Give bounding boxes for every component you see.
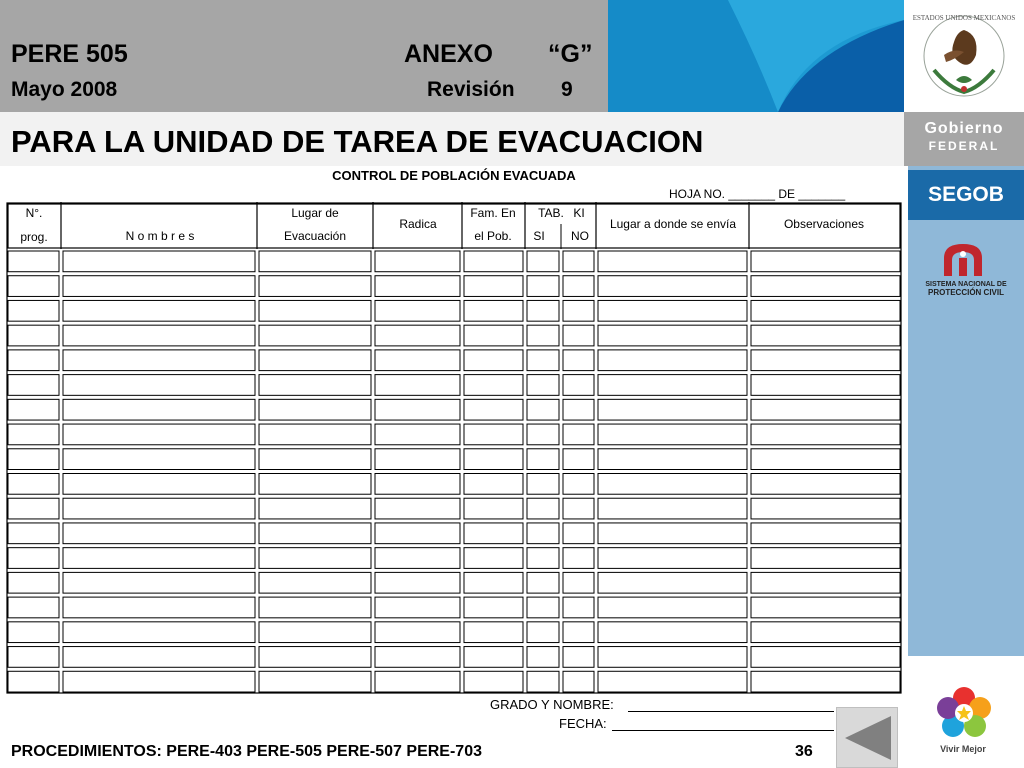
table-cell[interactable] <box>527 523 559 544</box>
table-cell[interactable] <box>63 647 255 668</box>
table-cell[interactable] <box>751 449 900 470</box>
table-cell[interactable] <box>8 474 59 495</box>
table-row[interactable] <box>8 671 900 692</box>
table-cell[interactable] <box>464 350 523 371</box>
table-cell[interactable] <box>527 251 559 272</box>
table-cell[interactable] <box>751 276 900 297</box>
table-cell[interactable] <box>8 597 59 618</box>
table-cell[interactable] <box>598 647 747 668</box>
table-cell[interactable] <box>8 498 59 519</box>
table-cell[interactable] <box>751 424 900 445</box>
mexico-seal-logo <box>904 0 1024 112</box>
table-cell[interactable] <box>259 424 371 445</box>
table-cell[interactable] <box>8 375 59 396</box>
table-cell[interactable] <box>464 276 523 297</box>
table-cell[interactable] <box>8 647 59 668</box>
table-row[interactable] <box>8 375 900 396</box>
table-cell[interactable] <box>63 597 255 618</box>
table-cell[interactable] <box>527 325 559 346</box>
table-cell[interactable] <box>375 350 460 371</box>
col-header-observaciones: Observaciones <box>783 217 865 231</box>
table-cell[interactable] <box>751 399 900 420</box>
gobierno-text: Gobierno <box>924 120 1004 137</box>
table-cell[interactable] <box>527 622 559 643</box>
table-cell[interactable] <box>375 251 460 272</box>
table-cell[interactable] <box>598 424 747 445</box>
document-date: Mayo 2008 <box>11 78 118 101</box>
table-cell[interactable] <box>375 276 460 297</box>
table-row[interactable] <box>8 498 900 519</box>
table-cell[interactable] <box>598 597 747 618</box>
table-cell[interactable] <box>375 548 460 569</box>
table-cell[interactable] <box>598 622 747 643</box>
table-cell[interactable] <box>63 251 255 272</box>
table-cell[interactable] <box>563 671 594 692</box>
document-code: PERE 505 <box>11 40 128 68</box>
table-cell[interactable] <box>63 276 255 297</box>
grado-nombre-label: GRADO Y NOMBRE: <box>490 697 614 712</box>
table-cell[interactable] <box>63 399 255 420</box>
table-cell[interactable] <box>63 300 255 321</box>
table-cell[interactable] <box>598 251 747 272</box>
col-header-ki: KI <box>573 206 585 220</box>
table-cell[interactable] <box>751 498 900 519</box>
table-cell[interactable] <box>563 300 594 321</box>
table-cell[interactable] <box>464 449 523 470</box>
table-row[interactable] <box>8 647 900 668</box>
table-cell[interactable] <box>751 300 900 321</box>
page-title: PARA LA UNIDAD DE TAREA DE EVACUACION <box>11 124 704 159</box>
table-cell[interactable] <box>8 572 59 593</box>
table-cell[interactable] <box>527 498 559 519</box>
table-cell[interactable] <box>63 350 255 371</box>
table-cell[interactable] <box>563 647 594 668</box>
col-header-nombres: N o m b r e s <box>125 229 195 243</box>
table-cell[interactable] <box>63 498 255 519</box>
table-cell[interactable] <box>563 548 594 569</box>
table-cell[interactable] <box>563 449 594 470</box>
col-header-no-option: NO <box>571 229 589 243</box>
table-cell[interactable] <box>527 276 559 297</box>
triangle-left-icon <box>837 708 899 768</box>
vivir-mejor-text: Vivir Mejor <box>940 744 986 754</box>
table-cell[interactable] <box>598 671 747 692</box>
table-cell[interactable] <box>8 449 59 470</box>
table-row[interactable] <box>8 449 900 470</box>
table-row[interactable] <box>8 548 900 569</box>
previous-slide-button[interactable] <box>836 707 898 768</box>
annex-letter: “G” <box>548 40 593 68</box>
table-row[interactable] <box>8 474 900 495</box>
table-row[interactable] <box>8 300 900 321</box>
segob-logo: SEGOB <box>908 170 1024 220</box>
table-cell[interactable] <box>259 523 371 544</box>
table-cell[interactable] <box>598 449 747 470</box>
table-cell[interactable] <box>63 325 255 346</box>
proteccion-civil-text <box>916 281 1016 297</box>
table-cell[interactable] <box>375 597 460 618</box>
table-cell[interactable] <box>527 375 559 396</box>
table-cell[interactable] <box>375 523 460 544</box>
table-cell[interactable] <box>63 671 255 692</box>
table-cell[interactable] <box>563 325 594 346</box>
table-cell[interactable] <box>464 597 523 618</box>
table-cell[interactable] <box>464 523 523 544</box>
table-cell[interactable] <box>8 548 59 569</box>
gobierno-federal-logo <box>904 112 1024 166</box>
table-cell[interactable] <box>464 325 523 346</box>
table-cell[interactable] <box>8 251 59 272</box>
table-cell[interactable] <box>563 350 594 371</box>
table-cell[interactable] <box>259 671 371 692</box>
table-row[interactable] <box>8 424 900 445</box>
table-cell[interactable] <box>375 572 460 593</box>
table-cell[interactable] <box>751 671 900 692</box>
table-cell[interactable] <box>464 572 523 593</box>
table-cell[interactable] <box>563 523 594 544</box>
col-header-evacuacion: Evacuación <box>283 229 347 243</box>
table-cell[interactable] <box>8 300 59 321</box>
col-header-fam: Fam. En <box>470 206 516 220</box>
table-row[interactable] <box>8 251 900 272</box>
table-cell[interactable] <box>259 399 371 420</box>
table-cell[interactable] <box>751 622 900 643</box>
table-cell[interactable] <box>751 375 900 396</box>
table-cell[interactable] <box>464 548 523 569</box>
table-cell[interactable] <box>598 548 747 569</box>
table-cell[interactable] <box>751 251 900 272</box>
table-cell[interactable] <box>527 671 559 692</box>
table-cell[interactable] <box>751 474 900 495</box>
table-cell[interactable] <box>598 325 747 346</box>
table-cell[interactable] <box>259 498 371 519</box>
table-cell[interactable] <box>63 449 255 470</box>
revision-number: 9 <box>561 78 573 101</box>
table-cell[interactable] <box>63 523 255 544</box>
table-cell[interactable] <box>751 647 900 668</box>
table-cell[interactable] <box>527 572 559 593</box>
table-cell[interactable] <box>464 671 523 692</box>
col-header-prog: prog. <box>20 230 48 244</box>
table-cell[interactable] <box>598 300 747 321</box>
table-cell[interactable] <box>527 449 559 470</box>
table-cell[interactable] <box>63 548 255 569</box>
table-cell[interactable] <box>563 375 594 396</box>
table-cell[interactable] <box>375 399 460 420</box>
table-cell[interactable] <box>598 399 747 420</box>
table-cell[interactable] <box>8 325 59 346</box>
table-cell[interactable] <box>464 474 523 495</box>
table-cell[interactable] <box>598 572 747 593</box>
table-cell[interactable] <box>375 671 460 692</box>
table-cell[interactable] <box>259 350 371 371</box>
table-cell[interactable] <box>375 474 460 495</box>
col-header-destino: Lugar a donde se envía <box>609 217 737 231</box>
table-cell[interactable] <box>375 647 460 668</box>
table-cell[interactable] <box>751 548 900 569</box>
table-cell[interactable] <box>527 474 559 495</box>
grado-nombre-field[interactable] <box>628 711 834 712</box>
table-cell[interactable] <box>8 622 59 643</box>
table-cell[interactable] <box>259 251 371 272</box>
table-cell[interactable] <box>598 350 747 371</box>
table-row[interactable] <box>8 572 900 593</box>
table-cell[interactable] <box>63 424 255 445</box>
table-cell[interactable] <box>563 597 594 618</box>
table-cell[interactable] <box>527 597 559 618</box>
form-title: CONTROL DE POBLACIÓN EVACUADA <box>332 168 576 183</box>
revision-label: Revisión <box>427 78 515 101</box>
table-cell[interactable] <box>751 523 900 544</box>
proteccion-civil-icon <box>940 240 986 285</box>
table-row[interactable] <box>8 597 900 618</box>
table-cell[interactable] <box>375 449 460 470</box>
table-cell[interactable] <box>598 375 747 396</box>
table-cell[interactable] <box>259 375 371 396</box>
table-cell[interactable] <box>8 424 59 445</box>
table-cell[interactable] <box>259 276 371 297</box>
table-row[interactable] <box>8 523 900 544</box>
table-cell[interactable] <box>464 375 523 396</box>
table-cell[interactable] <box>751 572 900 593</box>
table-cell[interactable] <box>375 375 460 396</box>
page-number: 36 <box>795 743 813 760</box>
vivir-mejor-icon <box>933 684 995 747</box>
table-cell[interactable] <box>259 647 371 668</box>
table-cell[interactable] <box>259 474 371 495</box>
table-cell[interactable] <box>527 399 559 420</box>
table-cell[interactable] <box>563 572 594 593</box>
table-cell[interactable] <box>259 325 371 346</box>
table-cell[interactable] <box>464 647 523 668</box>
table-cell[interactable] <box>563 424 594 445</box>
header-blue-graphic <box>608 0 904 112</box>
table-cell[interactable] <box>8 671 59 692</box>
table-cell[interactable] <box>464 498 523 519</box>
table-cell[interactable] <box>259 300 371 321</box>
col-header-pob: el Pob. <box>474 229 512 243</box>
table-cell[interactable] <box>8 523 59 544</box>
table-cell[interactable] <box>259 449 371 470</box>
table-cell[interactable] <box>259 597 371 618</box>
table-cell[interactable] <box>63 572 255 593</box>
table-cell[interactable] <box>464 300 523 321</box>
table-cell[interactable] <box>63 622 255 643</box>
table-cell[interactable] <box>464 424 523 445</box>
table-row[interactable] <box>8 350 900 371</box>
table-cell[interactable] <box>527 548 559 569</box>
table-cell[interactable] <box>563 276 594 297</box>
proteccion-line1: SISTEMA NACIONAL DE <box>925 281 1007 288</box>
table-cell[interactable] <box>598 523 747 544</box>
table-cell[interactable] <box>63 375 255 396</box>
table-cell[interactable] <box>751 597 900 618</box>
sheet-number-field: HOJA NO. _______ DE _______ <box>669 187 846 201</box>
annex-label: ANEXO <box>404 40 493 68</box>
table-cell[interactable] <box>563 498 594 519</box>
col-header-lugar: Lugar de <box>291 206 339 220</box>
proteccion-line2: PROTECCIÓN CIVIL <box>927 288 1004 297</box>
table-cell[interactable] <box>563 399 594 420</box>
federal-text: FEDERAL <box>928 139 1000 153</box>
table-cell[interactable] <box>375 300 460 321</box>
table-cell[interactable] <box>527 424 559 445</box>
table-cell[interactable] <box>464 399 523 420</box>
table-cell[interactable] <box>527 647 559 668</box>
table-cell[interactable] <box>63 474 255 495</box>
col-header-no: N°. <box>25 206 43 220</box>
fecha-field[interactable] <box>612 730 834 731</box>
col-header-si: SI <box>533 229 545 243</box>
table-cell[interactable] <box>751 325 900 346</box>
table-cell[interactable] <box>598 498 747 519</box>
table-cell[interactable] <box>375 498 460 519</box>
evacuation-table <box>6 202 902 694</box>
table-row[interactable] <box>8 399 900 420</box>
table-cell[interactable] <box>8 276 59 297</box>
table-cell[interactable] <box>563 622 594 643</box>
table-row[interactable] <box>8 276 900 297</box>
table-cell[interactable] <box>598 474 747 495</box>
table-row[interactable] <box>8 325 900 346</box>
table-cell[interactable] <box>563 474 594 495</box>
table-cell[interactable] <box>375 622 460 643</box>
procedures-footer: PROCEDIMIENTOS: PERE-403 PERE-505 PERE-507 PERE-703 <box>11 743 482 760</box>
col-header-radica: Radica <box>399 217 437 231</box>
table-cell[interactable] <box>527 350 559 371</box>
table-cell[interactable] <box>751 350 900 371</box>
table-cell[interactable] <box>375 424 460 445</box>
fecha-label: FECHA: <box>559 716 607 731</box>
col-header-tab: TAB. <box>538 206 564 220</box>
table-cell[interactable] <box>563 251 594 272</box>
table-cell[interactable] <box>375 325 460 346</box>
table-cell[interactable] <box>259 548 371 569</box>
table-cell[interactable] <box>464 251 523 272</box>
table-cell[interactable] <box>259 622 371 643</box>
table-cell[interactable] <box>464 622 523 643</box>
table-cell[interactable] <box>259 572 371 593</box>
seal-text: ESTADOS UNIDOS MEXICANOS <box>912 14 1016 22</box>
table-cell[interactable] <box>8 399 59 420</box>
table-cell[interactable] <box>8 350 59 371</box>
table-cell[interactable] <box>527 300 559 321</box>
table-cell[interactable] <box>598 276 747 297</box>
table-row[interactable] <box>8 622 900 643</box>
